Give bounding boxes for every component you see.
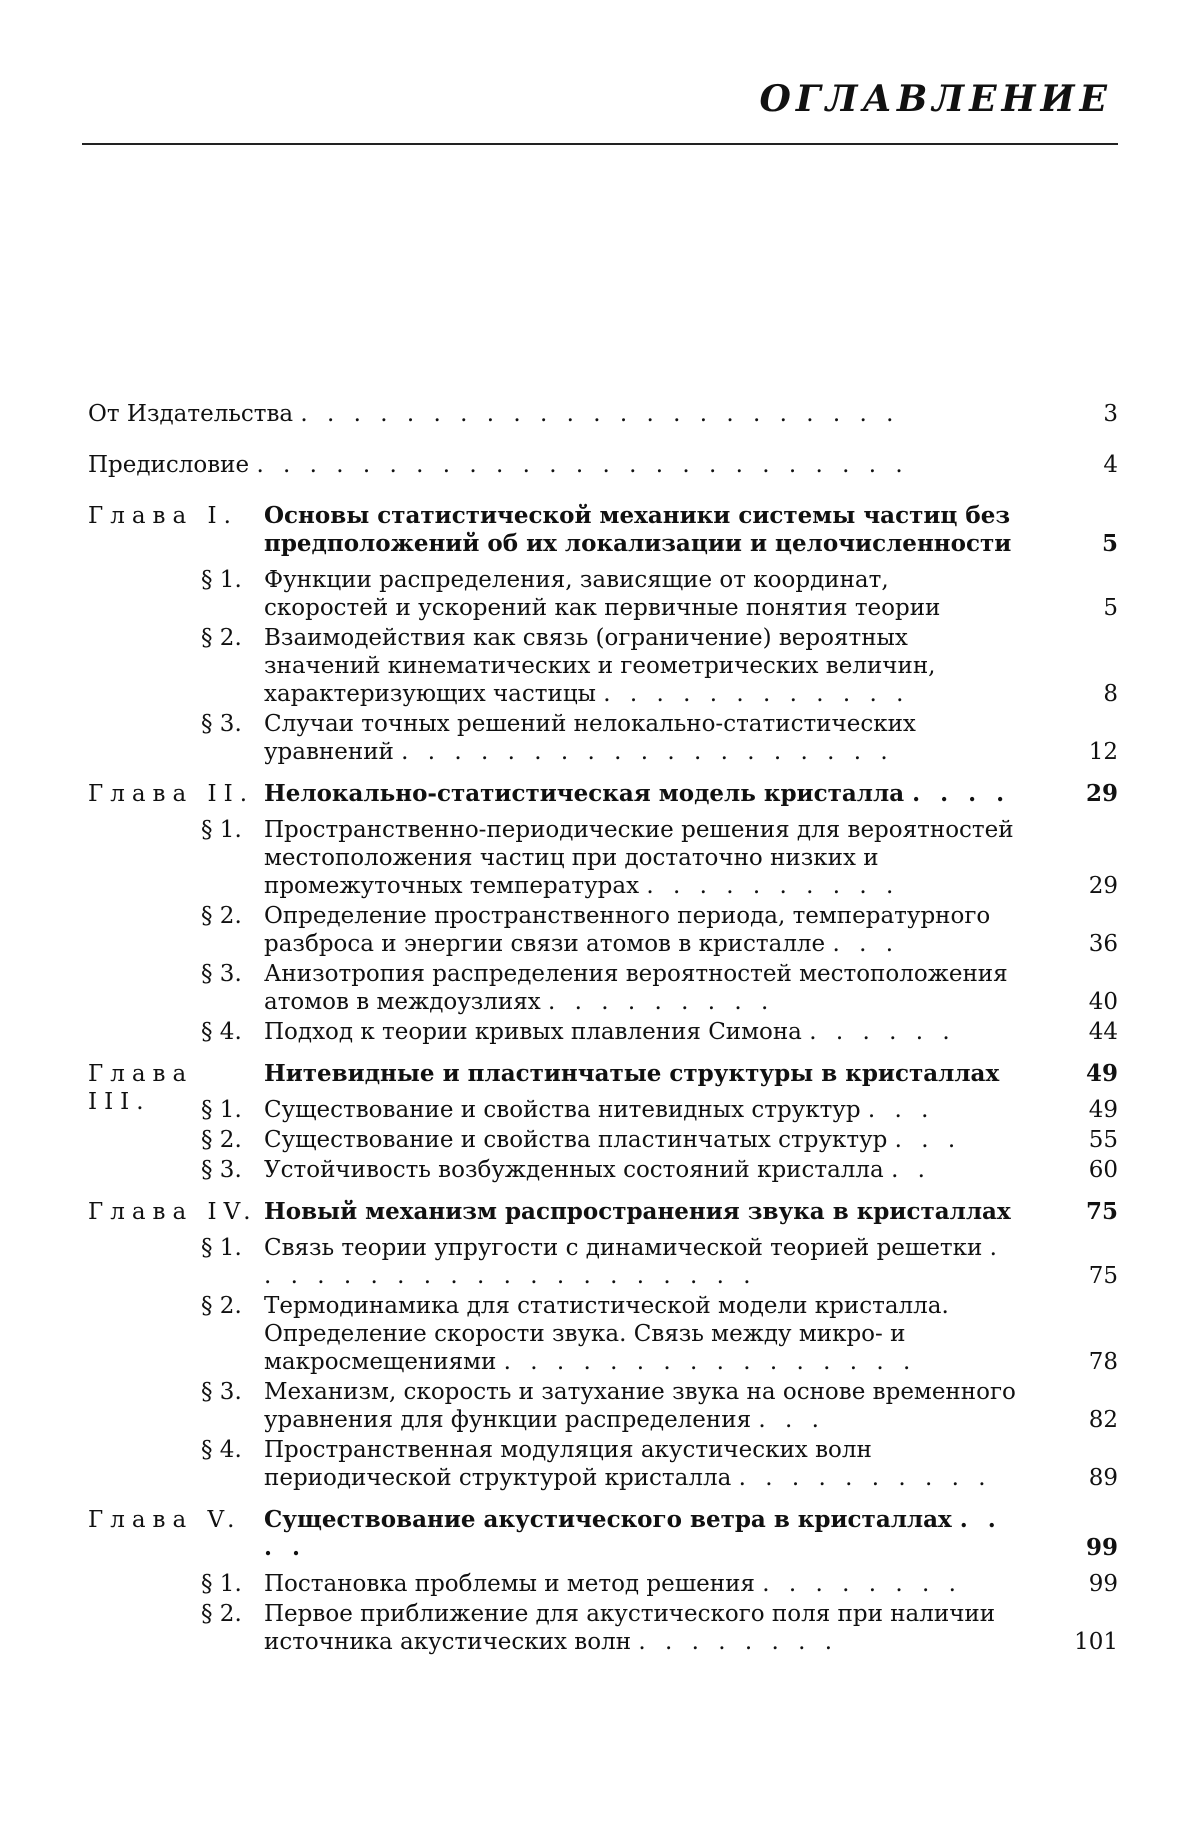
table-of-contents [88,400,1118,1658]
section-label: § 3. [201,1379,242,1405]
section-title: Механизм, скорость и затухание звука на основе временного уравнения для функции распределения . . . [264,1379,1016,1433]
section-title: Пространственная модуляция акустических волн периодической структурой кристалла . . . . . . . . . . [264,1437,992,1491]
section-label: § 3. [201,1157,242,1183]
section-label: § 2. [201,903,242,929]
chapter-label: Глава V. [88,1507,242,1533]
section-title: Взаимодействия как связь (ограничение) вероятных значений кинематических и геометрических величин, характеризующих частицы . . . . . . . . . . . . [264,625,936,707]
section-label: § 3. [201,961,242,987]
toc-page-number: 101 [1074,1629,1118,1655]
toc-section-4-4[interactable] [88,1436,1118,1492]
section-title: Функции распределения, зависящие от координат, скоростей и ускорений как первичные понятия теории [264,567,941,621]
toc-page-number: 3 [1103,401,1118,427]
chapter-label: Глава II. [88,781,255,807]
toc-page-number: 36 [1088,931,1118,957]
toc-entry-title: От Издательства . . . . . . . . . . . . . . . . . . . . . . . [88,401,900,427]
toc-page-number: 44 [1088,1019,1118,1045]
toc-section-1-3[interactable] [88,710,1118,766]
toc-chapter-1[interactable] [88,502,1118,558]
chapter-label: Глава III. [88,1061,194,1115]
toc-section-1-2[interactable] [88,624,1118,708]
toc-section-4-1[interactable] [88,1234,1118,1290]
toc-page-number: 99 [1085,1534,1118,1561]
page-title: ОГЛАВЛЕНИЕ [759,78,1112,120]
section-title: Случаи точных решений нелокально-статистических уравнений . . . . . . . . . . . . . . . . . . . [264,711,916,765]
section-title: Определение пространственного периода, температурного разброса и энергии связи атомов в кристалле . . . [264,903,991,957]
toc-chapter-5[interactable] [88,1506,1118,1562]
section-label: § 1. [201,1571,242,1597]
section-label: § 1. [201,817,242,843]
toc-section-1-1[interactable] [88,566,1118,622]
toc-page-number: 8 [1103,681,1118,707]
toc-section-3-2[interactable] [88,1126,1118,1154]
section-title: Постановка проблемы и метод решения . . . . . . . . [264,1571,962,1597]
chapter-title: Нелокально-статистическая модель кристалла . . . . [264,780,1011,807]
chapter-title: Нитевидные и пластинчатые структуры в кристаллах [264,1060,1000,1087]
section-label: § 2. [201,1601,242,1627]
toc-section-3-3[interactable] [88,1156,1118,1184]
section-title: Подход к теории кривых плавления Симона . . . . . . [264,1019,956,1045]
toc-page-number: 29 [1085,780,1118,807]
section-label: § 3. [201,711,242,737]
toc-page-number: 78 [1088,1349,1118,1375]
section-label: § 1. [201,1235,242,1261]
section-title: Существование и свойства пластинчатых структур . . . [264,1127,962,1153]
section-label: § 2. [201,1293,242,1319]
chapter-label: Глава IV. [88,1199,258,1225]
section-label: § 2. [201,1127,242,1153]
toc-section-5-2[interactable] [88,1600,1118,1656]
toc-page-number: 5 [1101,530,1118,557]
toc-section-2-2[interactable] [88,902,1118,958]
toc-section-4-3[interactable] [88,1378,1118,1434]
toc-page-number: 82 [1088,1407,1118,1433]
section-label: § 4. [201,1019,242,1045]
chapter-title: Основы статистической механики системы частиц без предположений об их локализации и целочисленности [264,502,1012,557]
chapter-title: Новый механизм распространения звука в кристаллах [264,1198,1011,1225]
section-title: Связь теории упругости с динамической теорией решетки . . . . . . . . . . . . . . . . . . . . [264,1235,1003,1289]
toc-page-number: 75 [1088,1263,1118,1289]
section-title: Устойчивость возбужденных состояний кристалла . . [264,1157,931,1183]
section-title: Первое приближение для акустического поля при наличии источника акустических волн . . . . . . . . [264,1601,996,1655]
chapter-title: Существование акустического ветра в кристаллах . . . . [264,1506,1002,1561]
section-title: Анизотропия распределения вероятностей местоположения атомов в междоузлиях . . . . . . . . . [264,961,1008,1015]
section-label: § 1. [201,1097,242,1123]
toc-page-number: 12 [1088,739,1118,765]
toc-page-number: 49 [1085,1060,1118,1087]
toc-section-5-1[interactable] [88,1570,1118,1598]
toc-page-number: 49 [1088,1097,1118,1123]
toc-page-number: 99 [1088,1571,1118,1597]
section-label: § 2. [201,625,242,651]
toc-page-number: 5 [1103,595,1118,621]
section-title: Существование и свойства нитевидных структур . . . [264,1097,935,1123]
toc-page-number: 89 [1088,1465,1118,1491]
toc-page-number: 75 [1085,1198,1118,1225]
toc-page-number: 55 [1088,1127,1118,1153]
toc-section-2-1[interactable] [88,816,1118,900]
toc-section-2-4[interactable] [88,1018,1118,1046]
header-divider [82,143,1118,145]
toc-page-number: 40 [1088,989,1118,1015]
toc-entry-preface[interactable] [88,451,1118,479]
toc-section-3-1[interactable] [88,1096,1118,1124]
toc-page-number: 60 [1088,1157,1118,1183]
toc-entry-title: Предисловие . . . . . . . . . . . . . . . . . . . . . . . . . [88,452,909,478]
chapter-label: Глава I. [88,503,238,529]
toc-section-2-3[interactable] [88,960,1118,1016]
toc-section-4-2[interactable] [88,1292,1118,1376]
toc-chapter-2[interactable] [88,780,1118,808]
section-title: Термодинамика для статистической модели кристалла. Определение скорости звука. Связь между микро- и макросмещениями . . . . . . . . . . . . . . . . [264,1293,949,1375]
toc-chapter-4[interactable] [88,1198,1118,1226]
section-title: Пространственно-периодические решения для вероятностей местоположения частиц при достаточно низких и промежуточных температурах . . . . . . . . . . [264,817,1014,899]
section-label: § 4. [201,1437,242,1463]
toc-entry-publisher[interactable] [88,400,1118,428]
toc-page-number: 29 [1088,873,1118,899]
toc-page-number: 4 [1103,452,1118,478]
section-label: § 1. [201,567,242,593]
